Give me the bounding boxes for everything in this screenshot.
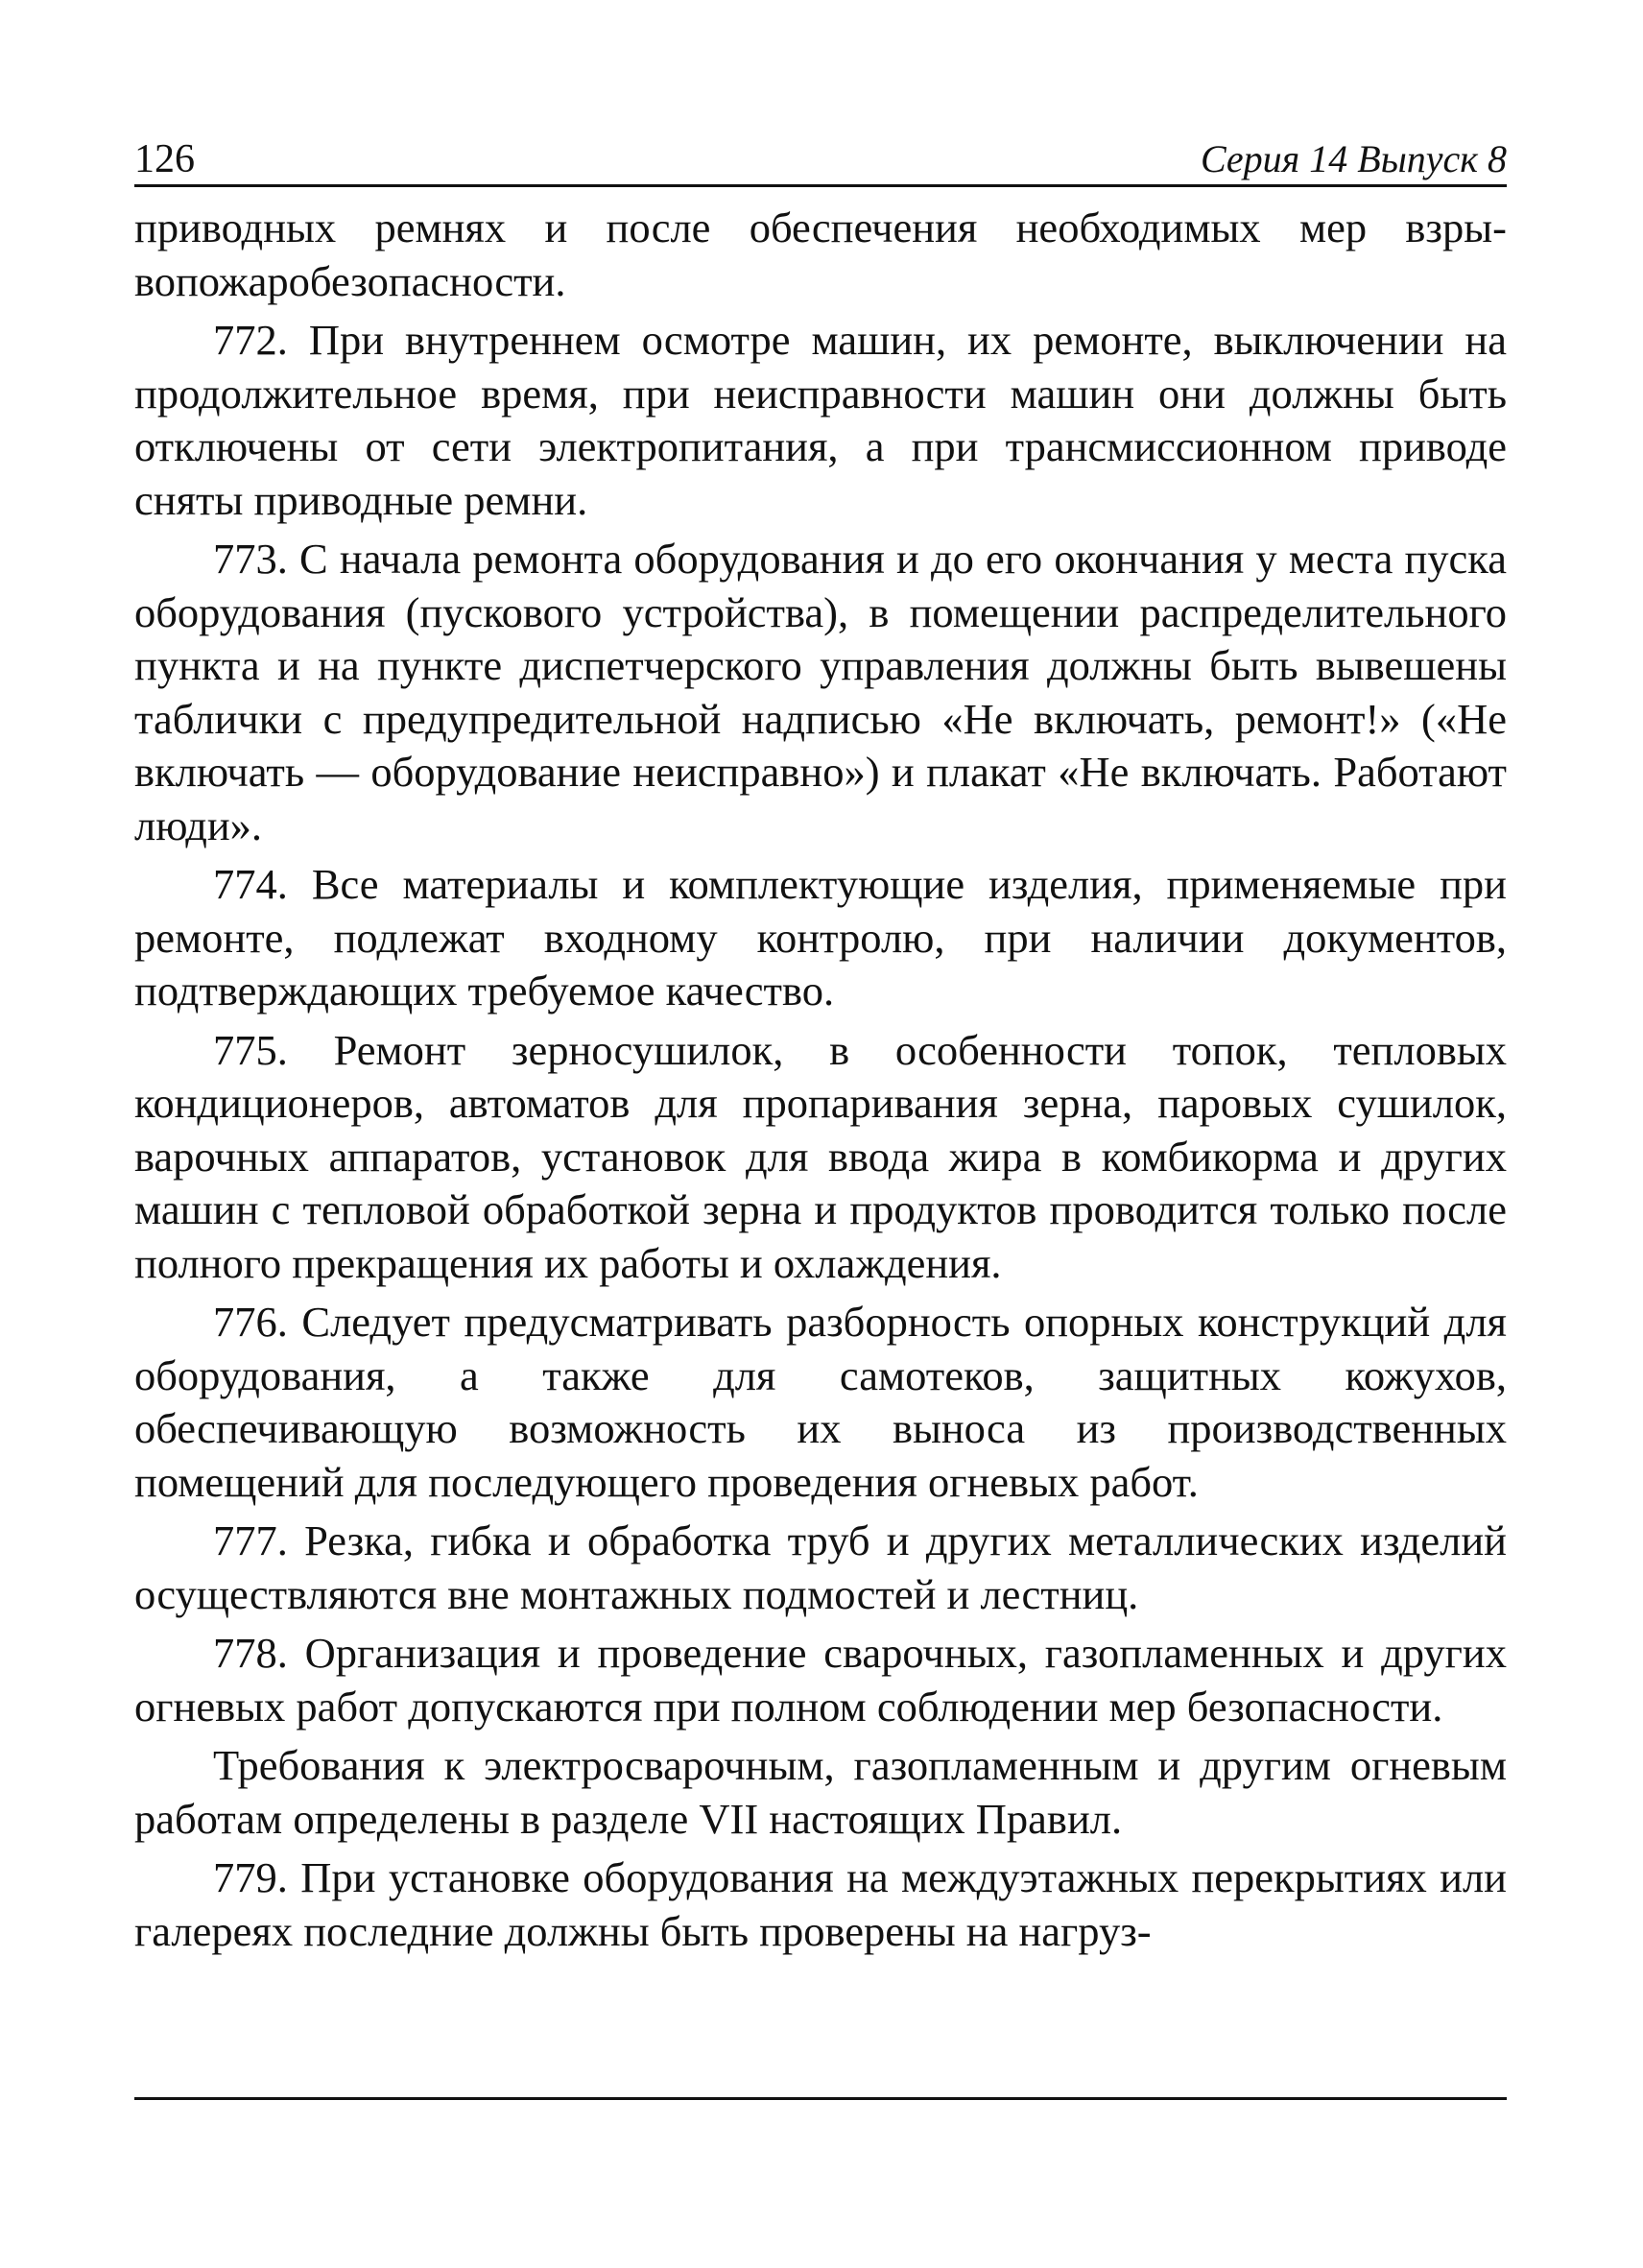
paragraph-775: 775. Ремонт зерносушилок, в особенности топок, тепловых кондиционеров, автоматов для пропаривания зерна, паровых сушилок, варочных аппаратов, установок для ввода жира в комбикорма и других машин с тепловой обработкой зерна и продуктов проводится только после полного прекращения их работы и охлаждения. bbox=[134, 1025, 1507, 1287]
page-body bbox=[134, 202, 1507, 1964]
footer-rule bbox=[134, 2097, 1507, 2100]
paragraph-779: 779. При установке оборудования на междуэтажных перекрытиях или галереях последние должны быть проверены на нагруз- bbox=[134, 1853, 1507, 1955]
paragraph-requirements-note: Требования к электросварочным, газопламенным и другим огневым работам определены в разделе VII настоящих Правил. bbox=[134, 1741, 1507, 1843]
running-head: Серия 14 Выпуск 8 bbox=[1200, 137, 1507, 180]
paragraph-777: 777. Резка, гибка и обработка труб и других металлических изделий осуществляются вне монтажных подмостей и лестниц. bbox=[134, 1516, 1507, 1618]
paragraph-778: 778. Организация и проведение сварочных, газопламенных и других огневых работ допускаются при полном соблюдении мер безопасности. bbox=[134, 1629, 1507, 1731]
paragraph-772: 772. При внутреннем осмотре машин, их ремонте, выключении на продолжительное время, при неисправности машин они должны быть отключены от сети электропитания, а при трансмиссионном приводе сняты приводные ремни. bbox=[134, 316, 1507, 524]
header-rule bbox=[134, 184, 1507, 187]
paragraph-continued: приводных ремнях и после обеспечения необходимых мер взрывопожаробезопасности. bbox=[134, 203, 1507, 305]
page-header bbox=[134, 134, 1507, 184]
paragraph-774: 774. Все материалы и комплектующие изделия, применяемые при ремонте, подлежат входному контролю, при наличии документов, подтверждающих требуемое качество. bbox=[134, 860, 1507, 1015]
page-number: 126 bbox=[134, 137, 195, 181]
paragraph-776: 776. Следует предусматривать разборность опорных конструкций для оборудования, а также для самотеков, защитных кожухов, обеспечивающую возможность их выноса из производственных помещений для последующего проведения огневых работ. bbox=[134, 1298, 1507, 1506]
paragraph-773: 773. С начала ремонта оборудования и до его окончания у места пуска оборудования (пускового устройства), в помещении распределительного пункта и на пункте диспетчерского управления должны быть вывешены таблички с предупредительной надписью «Не включать, ремонт!» («Не включать — оборудование неисправно») и плакат «Не включать. Работают люди». bbox=[134, 535, 1507, 849]
